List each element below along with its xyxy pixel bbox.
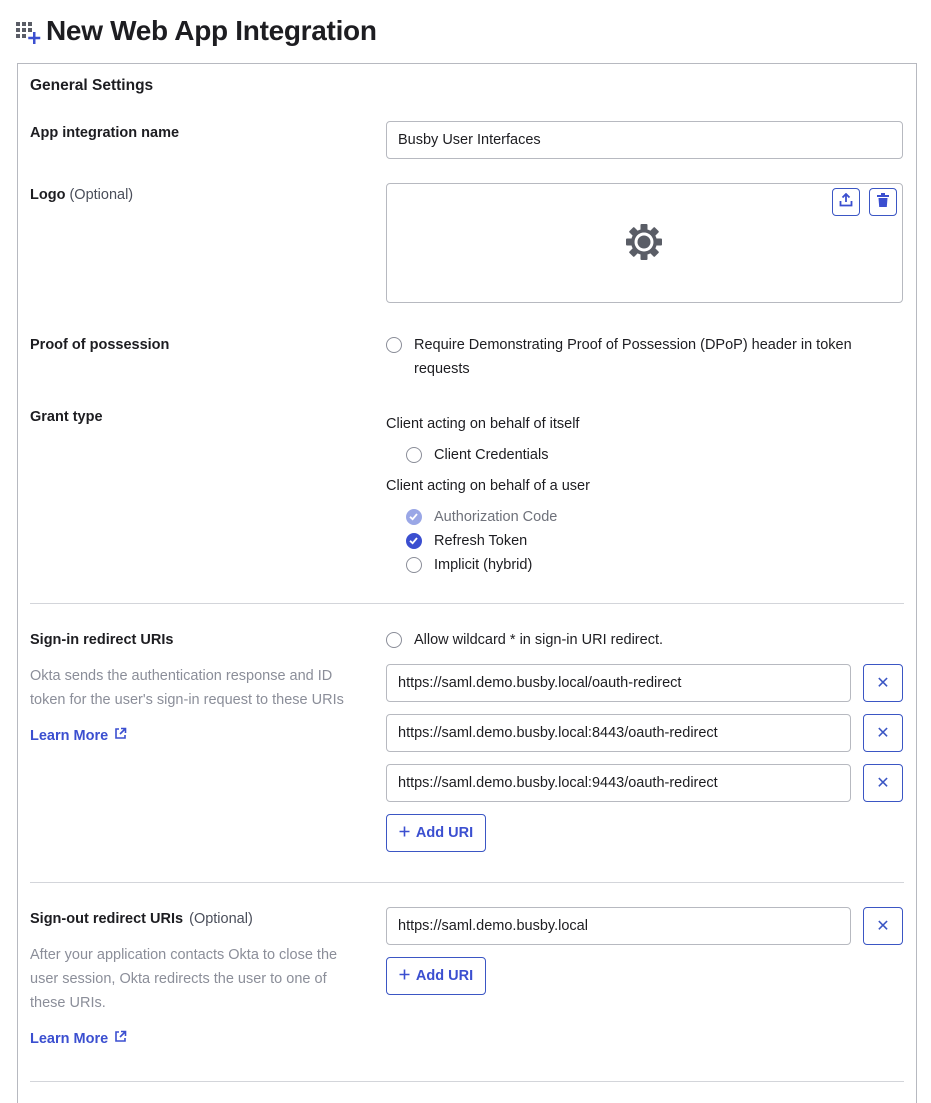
plus-icon [399,825,410,841]
signin-uri-input[interactable]: https://saml.demo.busby.local:8443/oauth-redirect [386,714,851,752]
signin-uri-input[interactable]: https://saml.demo.busby.local/oauth-redirect [386,664,851,702]
signin-helper-line2: token for the user's sign-in request to these URIs [30,692,344,708]
signout-helper-line1: After your application contacts Okta to close the [30,947,338,963]
dpop-text-line2: requests [414,361,470,377]
section-title: General Settings [30,77,154,94]
logo-label [30,187,133,203]
grid-add-icon [16,22,42,46]
learn-more-text: Learn More [30,1030,109,1047]
signout-helper-line2: user session, Okta redirects the user to one of [30,971,327,987]
grant-group-user: Client acting on behalf of a user [386,478,590,494]
signout-uris-label [30,911,253,927]
external-link-icon [114,727,127,744]
grant-group-itself: Client acting on behalf of itself [386,416,580,432]
authorization-code-label: Authorization Code [434,509,558,525]
divider [30,1081,904,1082]
gear-icon [624,222,664,262]
external-link-icon [114,1030,127,1047]
authorization-code-checkbox[interactable] [406,509,422,525]
wildcard-label: Allow wildcard * in sign-in URI redirect. [414,632,663,648]
page-title: New Web App Integration [46,15,377,46]
signin-uri-input[interactable]: https://saml.demo.busby.local:9443/oauth-redirect [386,764,851,802]
dpop-text-line1: Require Demonstrating Proof of Possession (DPoP) header in token [414,337,852,353]
app-name-label: App integration name [30,125,180,141]
close-icon: ✕ [876,725,890,742]
remove-uri-button[interactable] [863,764,903,802]
learn-more-text: Learn More [30,727,109,744]
client-credentials-label: Client Credentials [434,447,549,463]
logo-label-text: Logo [30,187,66,203]
signin-uris-label: Sign-in redirect URIs [30,632,174,648]
refresh-token-checkbox[interactable] [406,533,422,549]
remove-uri-button[interactable] [863,907,903,945]
add-signin-uri-button[interactable] [386,814,486,852]
signin-helper-line1: Okta sends the authentication response and ID [30,668,333,684]
upload-icon [839,193,853,212]
logo-optional-text: (Optional) [69,187,134,203]
pop-label: Proof of possession [30,337,170,353]
remove-uri-button[interactable] [863,714,903,752]
divider [30,882,904,883]
client-credentials-checkbox[interactable] [406,447,422,463]
plus-icon [399,968,410,984]
add-signout-uri-button[interactable] [386,957,486,995]
signout-optional-text: (Optional) [189,911,253,927]
implicit-label: Implicit (hybrid) [434,557,533,573]
close-icon: ✕ [876,775,890,792]
signin-learn-more-link[interactable] [30,727,127,744]
wildcard-checkbox[interactable] [386,632,402,648]
add-uri-label: Add URI [415,968,474,984]
signout-helper-line3: these URIs. [30,995,106,1011]
remove-uri-button[interactable] [863,664,903,702]
trash-icon [877,193,889,212]
close-icon: ✕ [876,918,890,935]
close-icon: ✕ [876,675,890,692]
refresh-token-label: Refresh Token [434,533,528,549]
add-uri-label: Add URI [415,825,474,841]
signout-uri-input[interactable]: https://saml.demo.busby.local [386,907,851,945]
grant-type-label: Grant type [30,409,103,425]
divider [30,603,904,604]
delete-logo-button[interactable] [869,188,897,216]
signout-label-text: Sign-out redirect URIs [30,911,184,927]
app-name-input[interactable]: Busby User Interfaces [386,121,903,159]
signout-learn-more-link[interactable] [30,1030,127,1047]
implicit-checkbox[interactable] [406,557,422,573]
upload-logo-button[interactable] [832,188,860,216]
dpop-checkbox[interactable] [386,337,402,353]
